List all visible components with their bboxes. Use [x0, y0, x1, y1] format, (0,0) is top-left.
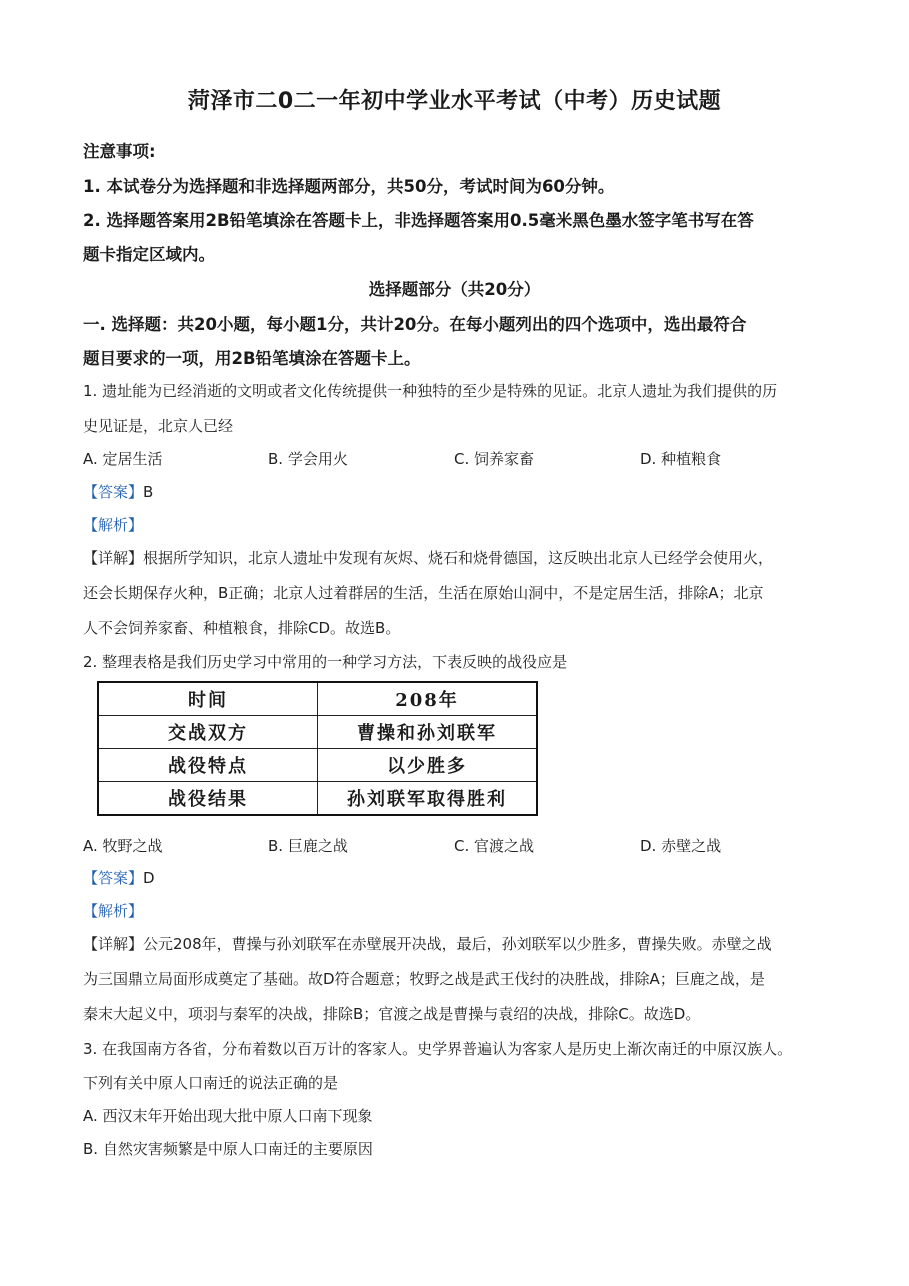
- table-cell: 战役结果: [98, 782, 318, 816]
- q3-stem-line-1: 3. 在我国南方各省，分布着数以百万计的客家人。史学界普遍认为客家人是历史上渐次南迁的中原汉族人。: [83, 1040, 793, 1058]
- answer-value: B: [143, 483, 154, 501]
- q2-analysis-tag: 【解析】: [83, 902, 144, 920]
- q3-option-b: B. 自然灾害频繁是中原人口南迁的主要原因: [83, 1140, 373, 1158]
- q1-detail-line-2: 还会长期保存火种，B正确；北京人过着群居的生活，生活在原始山洞中，不是定居生活，排除A；北京: [83, 584, 764, 602]
- q2-answer: [83, 867, 155, 888]
- answer-tag: 【答案】: [83, 483, 144, 501]
- q1-stem-line-2: 史见证是，北京人已经: [83, 417, 234, 435]
- q1-option-b: B. 学会用火: [268, 450, 348, 468]
- table-cell: 孙刘联军取得胜利: [318, 782, 538, 816]
- q1-option-a: A. 定居生活: [83, 450, 163, 468]
- detail-text: 公元208年，曹操与孙刘联军在赤壁展开决战，最后，孙刘联军以少胜多，曹操失败。赤壁之战: [143, 935, 772, 953]
- answer-tag: 【答案】: [83, 869, 144, 887]
- q2-option-d: D. 赤壁之战: [640, 837, 722, 855]
- section-title: 选择题部分（共20分）: [368, 280, 541, 299]
- q1-answer: [83, 481, 153, 502]
- table-row: [98, 716, 537, 749]
- q3-option-a: A. 西汉末年开始出现大批中原人口南下现象: [83, 1107, 373, 1125]
- q1-option-c: C. 饲养家畜: [454, 450, 535, 468]
- q3-stem-line-2: 下列有关中原人口南迁的说法正确的是: [83, 1074, 339, 1092]
- notice-item-2-line-2: 题卡指定区域内。: [83, 245, 215, 264]
- notice-item-2-line-1: 2. 选择题答案用2B铅笔填涂在答题卡上，非选择题答案用0.5毫米黑色墨水签字笔书写在答: [83, 211, 754, 230]
- detail-tag: 【详解】: [83, 935, 144, 953]
- q1-option-d: D. 种植粮食: [640, 450, 722, 468]
- q1-detail-line-3: 人不会饲养家畜、种植粮食，排除CD。故选B。: [83, 619, 401, 637]
- q2-detail-line-1: [83, 933, 772, 954]
- answer-value: D: [143, 869, 155, 887]
- page-title: 菏泽市二0二一年初中学业水平考试（中考）历史试题: [187, 89, 722, 114]
- table-cell: 以少胜多: [318, 749, 538, 782]
- detail-tag: 【详解】: [83, 549, 144, 567]
- q1-analysis-tag: 【解析】: [83, 516, 144, 534]
- q2-stem-line-1: 2. 整理表格是我们历史学习中常用的一种学习方法，下表反映的战役应是: [83, 653, 568, 671]
- section-intro-line-1: 一. 选择题：共20小题，每小题1分，共计20分。在每小题列出的四个选项中，选出最符合: [83, 315, 747, 334]
- battle-info-table: [97, 681, 538, 816]
- table-row: [98, 749, 537, 782]
- q2-detail-line-2: 为三国鼎立局面形成奠定了基础。故D符合题意；牧野之战是武王伐纣的决胜战，排除A；巨鹿之战，是: [83, 970, 765, 988]
- notice-item-1: 1. 本试卷分为选择题和非选择题两部分，共50分，考试时间为60分钟。: [83, 177, 615, 196]
- q1-stem-line-1: 1. 遗址能为已经消逝的文明或者文化传统提供一种独特的至少是特殊的见证。北京人遗址为我们提供的历: [83, 382, 778, 400]
- q2-option-c: C. 官渡之战: [454, 837, 535, 855]
- table-row: [98, 782, 537, 816]
- table-cell: 交战双方: [98, 716, 318, 749]
- table-row: [98, 682, 537, 716]
- detail-text: 根据所学知识，北京人遗址中发现有灰烬、烧石和烧骨德国，这反映出北京人已经学会使用火，: [143, 549, 774, 567]
- q2-option-a: A. 牧野之战: [83, 837, 163, 855]
- table-cell: 曹操和孙刘联军: [318, 716, 538, 749]
- notice-heading: 注意事项:: [83, 142, 156, 161]
- q2-option-b: B. 巨鹿之战: [268, 837, 348, 855]
- q2-detail-line-3: 秦末大起义中，项羽与秦军的决战，排除B；官渡之战是曹操与袁绍的决战，排除C。故选D。: [83, 1005, 701, 1023]
- table-cell: 时间: [98, 682, 318, 716]
- section-intro-line-2: 题目要求的一项，用2B铅笔填涂在答题卡上。: [83, 349, 421, 368]
- table-cell: 208年: [318, 682, 538, 716]
- q1-detail-line-1: [83, 547, 773, 568]
- table-cell: 战役特点: [98, 749, 318, 782]
